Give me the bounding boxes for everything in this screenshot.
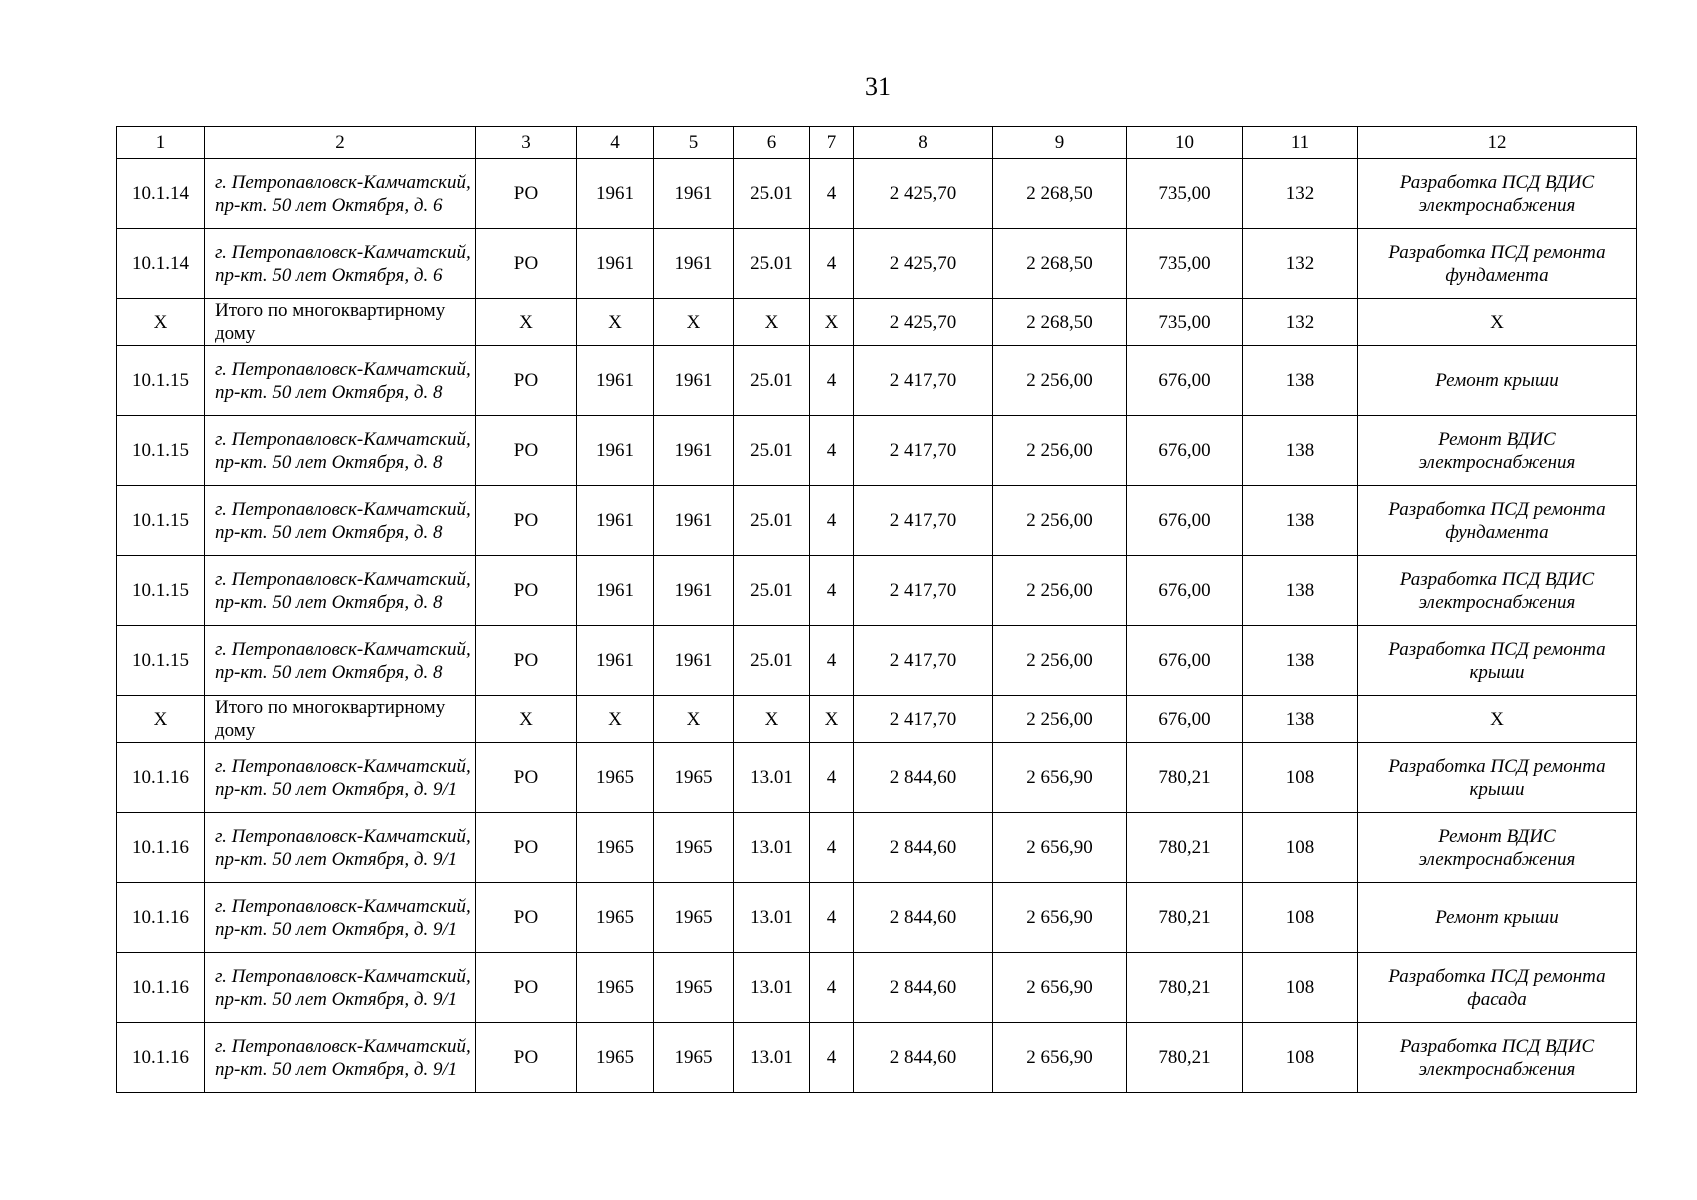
residents-cell: 138 [1243, 486, 1358, 556]
nonliving-area-cell: 780,21 [1127, 953, 1243, 1023]
wall-material-cell: Х [734, 696, 810, 743]
address-cell: г. Петропавловск-Камчатский, пр-кт. 50 лет Октября, д. 8 [205, 416, 476, 486]
wall-material-cell: 13.01 [734, 743, 810, 813]
build-year-cell: 1965 [577, 1023, 654, 1093]
work-type-cell: Ремонт крыши [1358, 346, 1637, 416]
floors-cell: 4 [810, 743, 854, 813]
header-cell: 4 [577, 127, 654, 159]
address-cell: г. Петропавловск-Камчатский, пр-кт. 50 лет Октября, д. 9/1 [205, 1023, 476, 1093]
residents-cell: 138 [1243, 416, 1358, 486]
nonliving-area-cell: 735,00 [1127, 229, 1243, 299]
build-year-cell: 1965 [577, 953, 654, 1023]
table-row [117, 346, 1637, 416]
nonliving-area-cell: 780,21 [1127, 743, 1243, 813]
row-number-cell: Х [117, 696, 205, 743]
floors-cell: 4 [810, 486, 854, 556]
total-area-cell: 2 425,70 [854, 159, 993, 229]
living-area-cell: 2 256,00 [993, 416, 1127, 486]
ownership-cell: РО [476, 159, 577, 229]
table-row [117, 1023, 1637, 1093]
build-year-cell: Х [577, 696, 654, 743]
living-area-cell: 2 656,90 [993, 813, 1127, 883]
total-area-cell: 2 417,70 [854, 556, 993, 626]
row-number-cell: 10.1.15 [117, 486, 205, 556]
work-type-cell: Разработка ПСД ремонта крыши [1358, 626, 1637, 696]
header-cell: 2 [205, 127, 476, 159]
nonliving-area-cell: 735,00 [1127, 159, 1243, 229]
address-cell: г. Петропавловск-Камчатский, пр-кт. 50 лет Октября, д. 9/1 [205, 953, 476, 1023]
nonliving-area-cell: 676,00 [1127, 556, 1243, 626]
address-cell: Итого по многоквартирному дому [205, 696, 476, 743]
total-area-cell: 2 417,70 [854, 626, 993, 696]
living-area-cell: 2 256,00 [993, 346, 1127, 416]
header-row [117, 127, 1637, 159]
build-year-cell: 1961 [577, 159, 654, 229]
nonliving-area-cell: 676,00 [1127, 416, 1243, 486]
residents-cell: 138 [1243, 626, 1358, 696]
work-type-cell: Ремонт ВДИС электроснабжения [1358, 813, 1637, 883]
total-area-cell: 2 417,70 [854, 346, 993, 416]
commission-year-cell: 1965 [654, 743, 734, 813]
living-area-cell: 2 268,50 [993, 229, 1127, 299]
nonliving-area-cell: 780,21 [1127, 813, 1243, 883]
address-cell: г. Петропавловск-Камчатский, пр-кт. 50 лет Октября, д. 9/1 [205, 883, 476, 953]
address-cell: г. Петропавловск-Камчатский, пр-кт. 50 лет Октября, д. 8 [205, 346, 476, 416]
wall-material-cell: 25.01 [734, 626, 810, 696]
build-year-cell: 1961 [577, 626, 654, 696]
floors-cell: Х [810, 299, 854, 346]
living-area-cell: 2 656,90 [993, 743, 1127, 813]
ownership-cell: РО [476, 229, 577, 299]
ownership-cell: РО [476, 813, 577, 883]
total-row [117, 299, 1637, 346]
address-cell: г. Петропавловск-Камчатский, пр-кт. 50 лет Октября, д. 6 [205, 229, 476, 299]
address-cell: г. Петропавловск-Камчатский, пр-кт. 50 лет Октября, д. 8 [205, 556, 476, 626]
build-year-cell: 1961 [577, 416, 654, 486]
floors-cell: Х [810, 696, 854, 743]
address-cell: г. Петропавловск-Камчатский, пр-кт. 50 лет Октября, д. 6 [205, 159, 476, 229]
row-number-cell: 10.1.15 [117, 346, 205, 416]
header-cell: 7 [810, 127, 854, 159]
build-year-cell: 1961 [577, 346, 654, 416]
table-row [117, 486, 1637, 556]
wall-material-cell: 25.01 [734, 486, 810, 556]
row-number-cell: 10.1.15 [117, 626, 205, 696]
wall-material-cell: 25.01 [734, 229, 810, 299]
row-number-cell: Х [117, 299, 205, 346]
living-area-cell: 2 268,50 [993, 159, 1127, 229]
floors-cell: 4 [810, 626, 854, 696]
wall-material-cell: 13.01 [734, 813, 810, 883]
header-cell: 10 [1127, 127, 1243, 159]
row-number-cell: 10.1.16 [117, 953, 205, 1023]
build-year-cell: 1961 [577, 229, 654, 299]
floors-cell: 4 [810, 953, 854, 1023]
commission-year-cell: 1961 [654, 159, 734, 229]
total-area-cell: 2 844,60 [854, 883, 993, 953]
wall-material-cell: 25.01 [734, 416, 810, 486]
header-cell: 6 [734, 127, 810, 159]
living-area-cell: 2 256,00 [993, 486, 1127, 556]
wall-material-cell: 25.01 [734, 556, 810, 626]
living-area-cell: 2 656,90 [993, 883, 1127, 953]
page-number: 31 [865, 72, 891, 101]
residents-cell: 108 [1243, 743, 1358, 813]
floors-cell: 4 [810, 159, 854, 229]
header-cell: 3 [476, 127, 577, 159]
build-year-cell: 1965 [577, 883, 654, 953]
table-row [117, 416, 1637, 486]
floors-cell: 4 [810, 883, 854, 953]
total-area-cell: 2 425,70 [854, 229, 993, 299]
nonliving-area-cell: 780,21 [1127, 1023, 1243, 1093]
work-type-cell: Х [1358, 299, 1637, 346]
work-type-cell: Ремонт ВДИС электроснабжения [1358, 416, 1637, 486]
row-number-cell: 10.1.14 [117, 159, 205, 229]
header-cell: 12 [1358, 127, 1637, 159]
total-area-cell: 2 844,60 [854, 1023, 993, 1093]
table-row [117, 743, 1637, 813]
build-year-cell: 1961 [577, 556, 654, 626]
commission-year-cell: 1961 [654, 229, 734, 299]
ownership-cell: РО [476, 1023, 577, 1093]
nonliving-area-cell: 780,21 [1127, 883, 1243, 953]
work-type-cell: Разработка ПСД ВДИС электроснабжения [1358, 1023, 1637, 1093]
total-area-cell: 2 844,60 [854, 813, 993, 883]
commission-year-cell: 1965 [654, 1023, 734, 1093]
row-number-cell: 10.1.15 [117, 556, 205, 626]
living-area-cell: 2 656,90 [993, 953, 1127, 1023]
commission-year-cell: Х [654, 696, 734, 743]
ownership-cell: РО [476, 486, 577, 556]
residents-cell: 108 [1243, 953, 1358, 1023]
residents-cell: 108 [1243, 1023, 1358, 1093]
total-row [117, 696, 1637, 743]
ownership-cell: РО [476, 743, 577, 813]
residents-cell: 108 [1243, 813, 1358, 883]
residents-cell: 138 [1243, 556, 1358, 626]
ownership-cell: РО [476, 416, 577, 486]
table-row [117, 813, 1637, 883]
nonliving-area-cell: 676,00 [1127, 346, 1243, 416]
work-type-cell: Разработка ПСД ВДИС электроснабжения [1358, 159, 1637, 229]
total-area-cell: 2 844,60 [854, 743, 993, 813]
commission-year-cell: 1965 [654, 813, 734, 883]
nonliving-area-cell: 735,00 [1127, 299, 1243, 346]
commission-year-cell: 1961 [654, 416, 734, 486]
wall-material-cell: Х [734, 299, 810, 346]
commission-year-cell: Х [654, 299, 734, 346]
build-year-cell: 1965 [577, 813, 654, 883]
table-row [117, 556, 1637, 626]
work-type-cell: Разработка ПСД ремонта фасада [1358, 953, 1637, 1023]
table-row [117, 229, 1637, 299]
work-type-cell: Разработка ПСД ремонта крыши [1358, 743, 1637, 813]
wall-material-cell: 25.01 [734, 159, 810, 229]
row-number-cell: 10.1.15 [117, 416, 205, 486]
ownership-cell: Х [476, 299, 577, 346]
total-area-cell: 2 425,70 [854, 299, 993, 346]
living-area-cell: 2 656,90 [993, 1023, 1127, 1093]
commission-year-cell: 1961 [654, 626, 734, 696]
total-area-cell: 2 844,60 [854, 953, 993, 1023]
living-area-cell: 2 256,00 [993, 626, 1127, 696]
address-cell: Итого по многоквартирному дому [205, 299, 476, 346]
commission-year-cell: 1961 [654, 346, 734, 416]
residents-cell: 132 [1243, 229, 1358, 299]
work-type-cell: Разработка ПСД ВДИС электроснабжения [1358, 556, 1637, 626]
work-type-cell: Ремонт крыши [1358, 883, 1637, 953]
header-cell: 5 [654, 127, 734, 159]
floors-cell: 4 [810, 229, 854, 299]
living-area-cell: 2 256,00 [993, 696, 1127, 743]
work-type-cell: Х [1358, 696, 1637, 743]
commission-year-cell: 1961 [654, 486, 734, 556]
total-area-cell: 2 417,70 [854, 416, 993, 486]
housing-registry-table [116, 126, 1637, 1093]
table-row [117, 953, 1637, 1023]
wall-material-cell: 13.01 [734, 883, 810, 953]
living-area-cell: 2 256,00 [993, 556, 1127, 626]
commission-year-cell: 1961 [654, 556, 734, 626]
ownership-cell: Х [476, 696, 577, 743]
living-area-cell: 2 268,50 [993, 299, 1127, 346]
header-cell: 8 [854, 127, 993, 159]
row-number-cell: 10.1.14 [117, 229, 205, 299]
residents-cell: 132 [1243, 159, 1358, 229]
nonliving-area-cell: 676,00 [1127, 696, 1243, 743]
residents-cell: 138 [1243, 696, 1358, 743]
nonliving-area-cell: 676,00 [1127, 486, 1243, 556]
residents-cell: 108 [1243, 883, 1358, 953]
table-row [117, 159, 1637, 229]
commission-year-cell: 1965 [654, 953, 734, 1023]
build-year-cell: 1961 [577, 486, 654, 556]
ownership-cell: РО [476, 626, 577, 696]
residents-cell: 138 [1243, 346, 1358, 416]
floors-cell: 4 [810, 1023, 854, 1093]
ownership-cell: РО [476, 556, 577, 626]
commission-year-cell: 1965 [654, 883, 734, 953]
wall-material-cell: 13.01 [734, 953, 810, 1023]
floors-cell: 4 [810, 346, 854, 416]
table-row [117, 883, 1637, 953]
row-number-cell: 10.1.16 [117, 813, 205, 883]
wall-material-cell: 25.01 [734, 346, 810, 416]
row-number-cell: 10.1.16 [117, 883, 205, 953]
row-number-cell: 10.1.16 [117, 743, 205, 813]
floors-cell: 4 [810, 416, 854, 486]
work-type-cell: Разработка ПСД ремонта фундамента [1358, 486, 1637, 556]
row-number-cell: 10.1.16 [117, 1023, 205, 1093]
total-area-cell: 2 417,70 [854, 696, 993, 743]
work-type-cell: Разработка ПСД ремонта фундамента [1358, 229, 1637, 299]
address-cell: г. Петропавловск-Камчатский, пр-кт. 50 лет Октября, д. 9/1 [205, 813, 476, 883]
residents-cell: 132 [1243, 299, 1358, 346]
table-row [117, 626, 1637, 696]
floors-cell: 4 [810, 813, 854, 883]
header-cell: 1 [117, 127, 205, 159]
header-cell: 9 [993, 127, 1127, 159]
wall-material-cell: 13.01 [734, 1023, 810, 1093]
nonliving-area-cell: 676,00 [1127, 626, 1243, 696]
build-year-cell: Х [577, 299, 654, 346]
ownership-cell: РО [476, 346, 577, 416]
header-cell: 11 [1243, 127, 1358, 159]
address-cell: г. Петропавловск-Камчатский, пр-кт. 50 лет Октября, д. 8 [205, 486, 476, 556]
build-year-cell: 1965 [577, 743, 654, 813]
total-area-cell: 2 417,70 [854, 486, 993, 556]
floors-cell: 4 [810, 556, 854, 626]
address-cell: г. Петропавловск-Камчатский, пр-кт. 50 лет Октября, д. 9/1 [205, 743, 476, 813]
address-cell: г. Петропавловск-Камчатский, пр-кт. 50 лет Октября, д. 8 [205, 626, 476, 696]
ownership-cell: РО [476, 883, 577, 953]
ownership-cell: РО [476, 953, 577, 1023]
